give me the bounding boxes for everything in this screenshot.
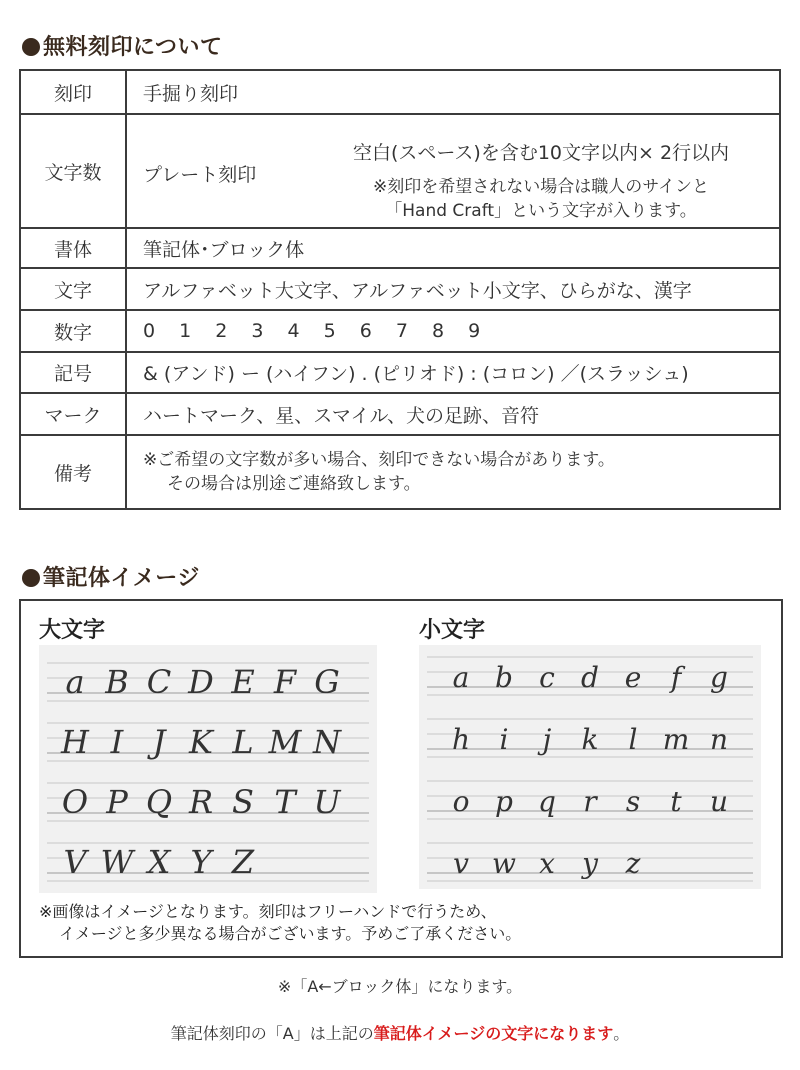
cursive-letter: a <box>452 661 470 694</box>
bullet-dot-icon <box>22 38 40 56</box>
cursive-letter: S <box>232 783 254 821</box>
bullet-dot-icon <box>22 569 40 587</box>
uppercase-title: 大文字 <box>39 618 106 643</box>
uppercase-sample-image <box>39 645 377 893</box>
remarks-line-1: ※ご希望の文字数が多い場合、刻印できない場合があります。 <box>143 450 615 470</box>
cursive-letter: s <box>625 785 641 818</box>
row-label: 刻印 <box>20 70 126 114</box>
cursive-letter: U <box>313 783 341 821</box>
cursive-letter: T <box>274 783 296 821</box>
row-label: 記号 <box>20 352 126 393</box>
cursive-letter: R <box>188 783 214 821</box>
cursive-letter: j <box>542 723 552 756</box>
cursive-letter: b <box>495 661 513 694</box>
cursive-letter: P <box>106 783 128 821</box>
cursive-letter: I <box>110 723 124 761</box>
cursive-letter: D <box>188 663 214 701</box>
remarks-line-2: その場合は別途ご連絡致します。 <box>167 474 421 494</box>
cursive-letter: i <box>499 723 509 756</box>
cursive-letter: t <box>670 785 682 818</box>
cursive-letter: h <box>451 723 471 756</box>
cursive-letter: E <box>231 663 255 701</box>
cursive-letter: V <box>63 843 87 881</box>
engraving-spec-table <box>19 69 781 510</box>
cursive-letter: Z <box>231 843 255 881</box>
uppercase-letters <box>39 645 377 893</box>
cursive-letter: C <box>146 663 172 701</box>
row-value: 0 1 2 3 4 5 6 7 8 9 <box>126 310 780 352</box>
cursive-letter: z <box>625 847 641 880</box>
table-row <box>20 393 780 435</box>
cursive-letter: q <box>538 785 556 818</box>
cursive-letter: X <box>147 843 171 881</box>
cursive-letter: o <box>452 785 470 818</box>
cursive-letter: L <box>232 723 254 761</box>
no-engraving-note-1: ※刻印を希望されない場合は職人のサインと <box>372 176 710 197</box>
sample-note <box>39 901 521 945</box>
cursive-letter: e <box>624 661 642 694</box>
cursive-letter: a <box>65 663 85 701</box>
cursive-letter: w <box>492 847 516 880</box>
row-value: 筆記体･ブロック体 <box>126 228 780 268</box>
table-row <box>20 310 780 352</box>
cursive-letter: Y <box>190 843 212 881</box>
cursive-letter: N <box>313 723 341 761</box>
cursive-letter: W <box>100 843 134 881</box>
cursive-letter: y <box>582 847 598 880</box>
lowercase-letters <box>419 645 761 889</box>
row-label: 文字 <box>20 268 126 310</box>
cursive-letter: x <box>539 847 555 880</box>
footer-note-highlight: 筆記体イメージの文字になります <box>373 1024 614 1043</box>
lowercase-title: 小文字 <box>419 618 486 643</box>
cursive-letter: H <box>61 723 89 761</box>
cursive-sample-box <box>19 599 783 958</box>
row-label: 書体 <box>20 228 126 268</box>
cursive-letter: f <box>670 661 682 694</box>
cursive-letter: l <box>628 723 638 756</box>
row-value: ハートマーク、星、スマイル、犬の足跡、音符 <box>126 393 780 435</box>
footer-note-suffix: 。 <box>613 1024 630 1043</box>
cursive-letter: d <box>581 661 599 694</box>
no-engraving-note-2: 「Hand Craft」という文字が入ります。 <box>385 200 697 221</box>
cursive-letter: O <box>61 783 89 821</box>
sample-note-line-1: ※画像はイメージとなります。刻印はフリーハンドで行うため、 <box>39 902 497 921</box>
section-title: 筆記体イメージ <box>43 566 200 591</box>
cursive-letter: B <box>105 663 129 701</box>
table-row <box>20 228 780 268</box>
row-value <box>126 435 780 509</box>
cursive-letter: c <box>539 661 555 694</box>
sample-note-line-2: イメージと多少異なる場合がございます。予めご了承ください。 <box>59 924 522 943</box>
row-value <box>126 114 780 228</box>
section-heading-cursive <box>22 561 200 592</box>
row-label: 数字 <box>20 310 126 352</box>
cursive-letter: J <box>152 723 166 761</box>
footer-note-1: ※「A←ブロック体」になります。 <box>277 977 523 996</box>
cursive-letter: K <box>189 723 213 761</box>
cursive-letter: G <box>314 663 340 701</box>
cursive-letter: g <box>710 661 728 694</box>
cursive-letter: n <box>709 723 729 756</box>
row-value: & (アンド) ー (ハイフン) . (ピリオド) : (コロン) ／(スラッシュ) <box>126 352 780 393</box>
cursive-letter: M <box>268 723 302 761</box>
row-label: 文字数 <box>20 114 126 228</box>
cursive-letter: F <box>273 663 297 701</box>
cursive-letter: Q <box>145 783 173 821</box>
table-row <box>20 70 780 114</box>
cursive-letter: r <box>583 785 597 818</box>
plate-engraving-label: プレート刻印 <box>143 163 257 186</box>
char-limit-text: 空白(スペース)を含む10文字以内× 2行以内 <box>352 141 730 164</box>
cursive-letter: u <box>709 785 729 818</box>
section-title: 無料刻印について <box>43 35 223 60</box>
cursive-letter: v <box>453 847 469 880</box>
row-label: 備考 <box>20 435 126 509</box>
cursive-letter: k <box>581 723 599 756</box>
table-row <box>20 268 780 310</box>
row-value: アルファベット大文字、アルファベット小文字、ひらがな、漢字 <box>126 268 780 310</box>
table-row <box>20 352 780 393</box>
row-value: 手掘り刻印 <box>126 70 780 114</box>
cursive-letter: m <box>662 723 690 756</box>
footer-note-prefix: 筆記体刻印の「A」は上記の <box>170 1024 374 1043</box>
section-heading-engraving <box>22 30 223 61</box>
cursive-letter: p <box>495 785 513 818</box>
table-row <box>20 435 780 509</box>
footer-note-2 <box>0 1021 800 1044</box>
lowercase-sample-image <box>419 645 761 889</box>
row-label: マーク <box>20 393 126 435</box>
table-row <box>20 114 780 228</box>
